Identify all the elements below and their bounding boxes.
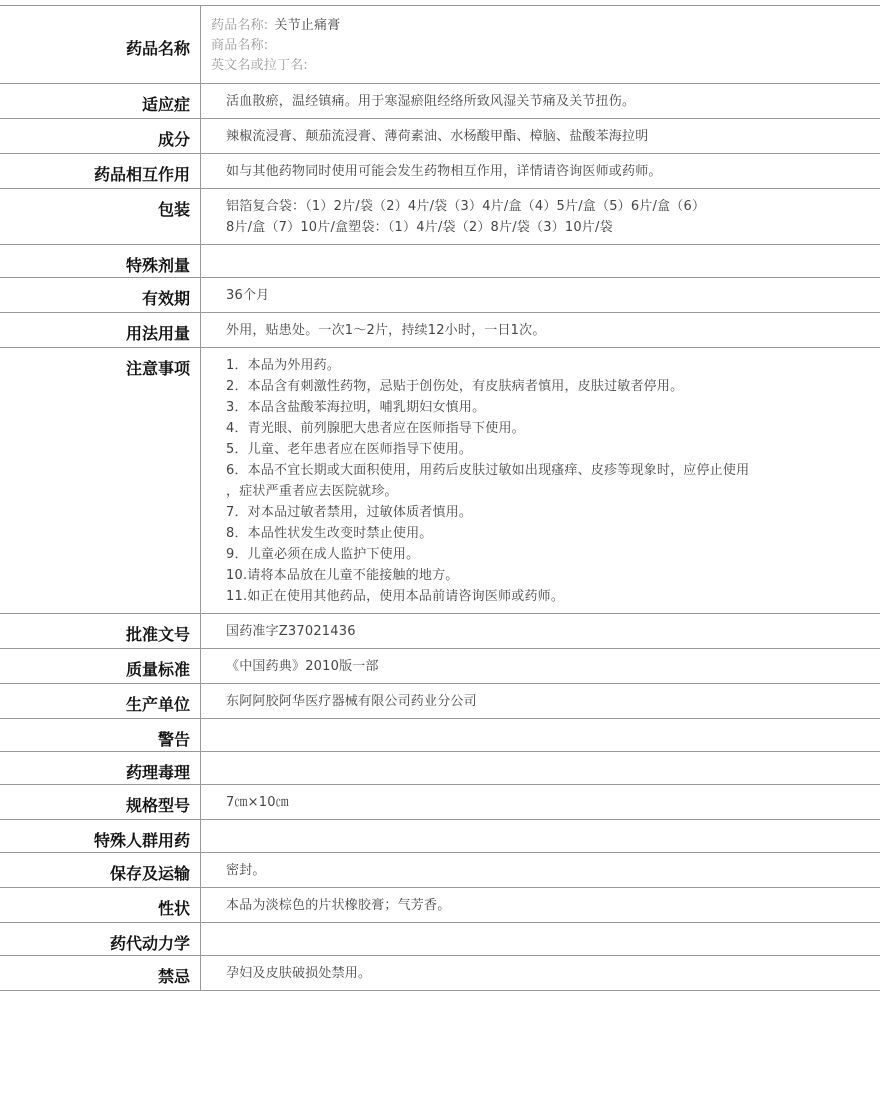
pharmacokinetics-value [201,923,880,955]
row-usage [0,313,880,348]
english-name-label: 英文名或拉丁名: [211,58,308,73]
warning-value [201,719,880,751]
row-special-dosage [0,245,880,278]
usage-value: 外用，贴患处。一次1～2片，持续12小时，一日1次。 [226,323,546,338]
drug-name-label: 药品名称 [0,6,201,83]
precaution-line: 1．本品为外用药。 [226,358,341,373]
indication-label: 适应症 [0,84,201,118]
row-storage [0,853,880,888]
special-groups-label: 特殊人群用药 [0,820,201,852]
generic-name-label: 药品名称: [211,18,269,33]
standard-label: 质量标准 [0,649,201,683]
spec-label: 规格型号 [0,785,201,819]
row-warning [0,719,880,752]
drug-info-table [0,5,880,991]
spec-value: 7㎝×10㎝ [226,795,289,810]
precaution-line: 2．本品含有刺激性药物，忌贴于创伤处，有皮肤病者慎用，皮肤过敏者停用。 [226,379,684,394]
contraindications-value: 孕妇及皮肤破损处禁用。 [226,966,372,981]
interactions-value: 如与其他药物同时使用可能会发生药物相互作用，详情请咨询医师或药师。 [226,164,662,179]
packaging-label: 包装 [0,189,201,244]
generic-name-value: 关节止痛膏 [274,18,341,33]
pharmacokinetics-label: 药代动力学 [0,923,201,955]
standard-value: 《中国药典》2010版一部 [226,659,379,674]
row-special-groups [0,820,880,853]
storage-label: 保存及运输 [0,853,201,887]
precaution-line: 4．青光眼、前列腺肥大患者应在医师指导下使用。 [226,421,525,436]
ingredients-label: 成分 [0,119,201,153]
row-standard [0,649,880,684]
approval-label: 批准文号 [0,614,201,648]
trade-name-label: 商品名称: [211,38,269,53]
shelf-life-label: 有效期 [0,278,201,312]
precaution-line: 3．本品含盐酸苯海拉明，哺乳期妇女慎用。 [226,400,486,415]
row-drug-name [0,6,880,84]
approval-value: 国药准字Z37021436 [226,624,356,639]
row-pharmacology [0,752,880,785]
row-ingredients [0,119,880,154]
shelf-life-value: 36个月 [226,288,270,303]
precaution-line: 8．本品性状发生改变时禁止使用。 [226,526,433,541]
precaution-line: 7．对本品过敏者禁用，过敏体质者慎用。 [226,505,473,520]
pharmacology-label: 药理毒理 [0,752,201,784]
precaution-line: 5．儿童、老年患者应在医师指导下使用。 [226,442,473,457]
row-appearance [0,888,880,923]
special-groups-value [201,820,880,852]
generic-name [211,16,880,36]
storage-value: 密封。 [226,863,266,878]
drug-name-value [201,6,880,83]
row-contraindications [0,956,880,991]
precaution-line: ，症状严重者应去医院就珍。 [226,484,398,499]
row-packaging [0,189,880,245]
precaution-line: 11.如正在使用其他药品，使用本品前请咨询医师或药师。 [226,589,565,604]
precaution-line: 10.请将本品放在儿童不能接触的地方。 [226,568,459,583]
row-indication [0,84,880,119]
usage-label: 用法用量 [0,313,201,347]
precaution-line: 9．儿童必须在成人监护下使用。 [226,547,420,562]
packaging-value: 铝箔复合袋：（1）2片/袋（2）4片/袋（3）4片/盒（4）5片/盒（5）6片/盒（6）8片/盒（7）10片/盒塑袋：（1）4片/袋（2）8片/袋（3）10片/袋 [226,199,699,235]
special-dosage-label: 特殊剂量 [0,245,201,277]
ingredients-value: 辣椒流浸膏、颠茄流浸膏、薄荷素油、水杨酸甲酯、樟脑、盐酸苯海拉明 [226,129,649,144]
pharmacology-value [201,752,880,784]
row-spec [0,785,880,820]
row-interactions [0,154,880,189]
row-precautions [0,348,880,614]
manufacturer-label: 生产单位 [0,684,201,718]
row-pharmacokinetics [0,923,880,956]
manufacturer-value: 东阿阿胶阿华医疗器械有限公司药业分公司 [226,694,477,709]
indication-value: 活血散瘀，温经镇痛。用于寒湿瘀阻经络所致风湿关节痛及关节扭伤。 [226,94,636,109]
warning-label: 警告 [0,719,201,751]
appearance-label: 性状 [0,888,201,922]
interactions-label: 药品相互作用 [0,154,201,188]
contraindications-label: 禁忌 [0,956,201,990]
precautions-list [201,348,880,613]
precautions-label: 注意事项 [0,348,201,613]
row-shelf-life [0,278,880,313]
special-dosage-value [201,245,880,277]
row-approval [0,614,880,649]
precaution-line: 6．本品不宜长期或大面积使用，用药后皮肤过敏如出现瘙痒、皮疹等现象时，应停止使用 [226,463,750,478]
appearance-value: 本品为淡棕色的片状橡胶膏；气芳香。 [226,898,451,913]
row-manufacturer [0,684,880,719]
